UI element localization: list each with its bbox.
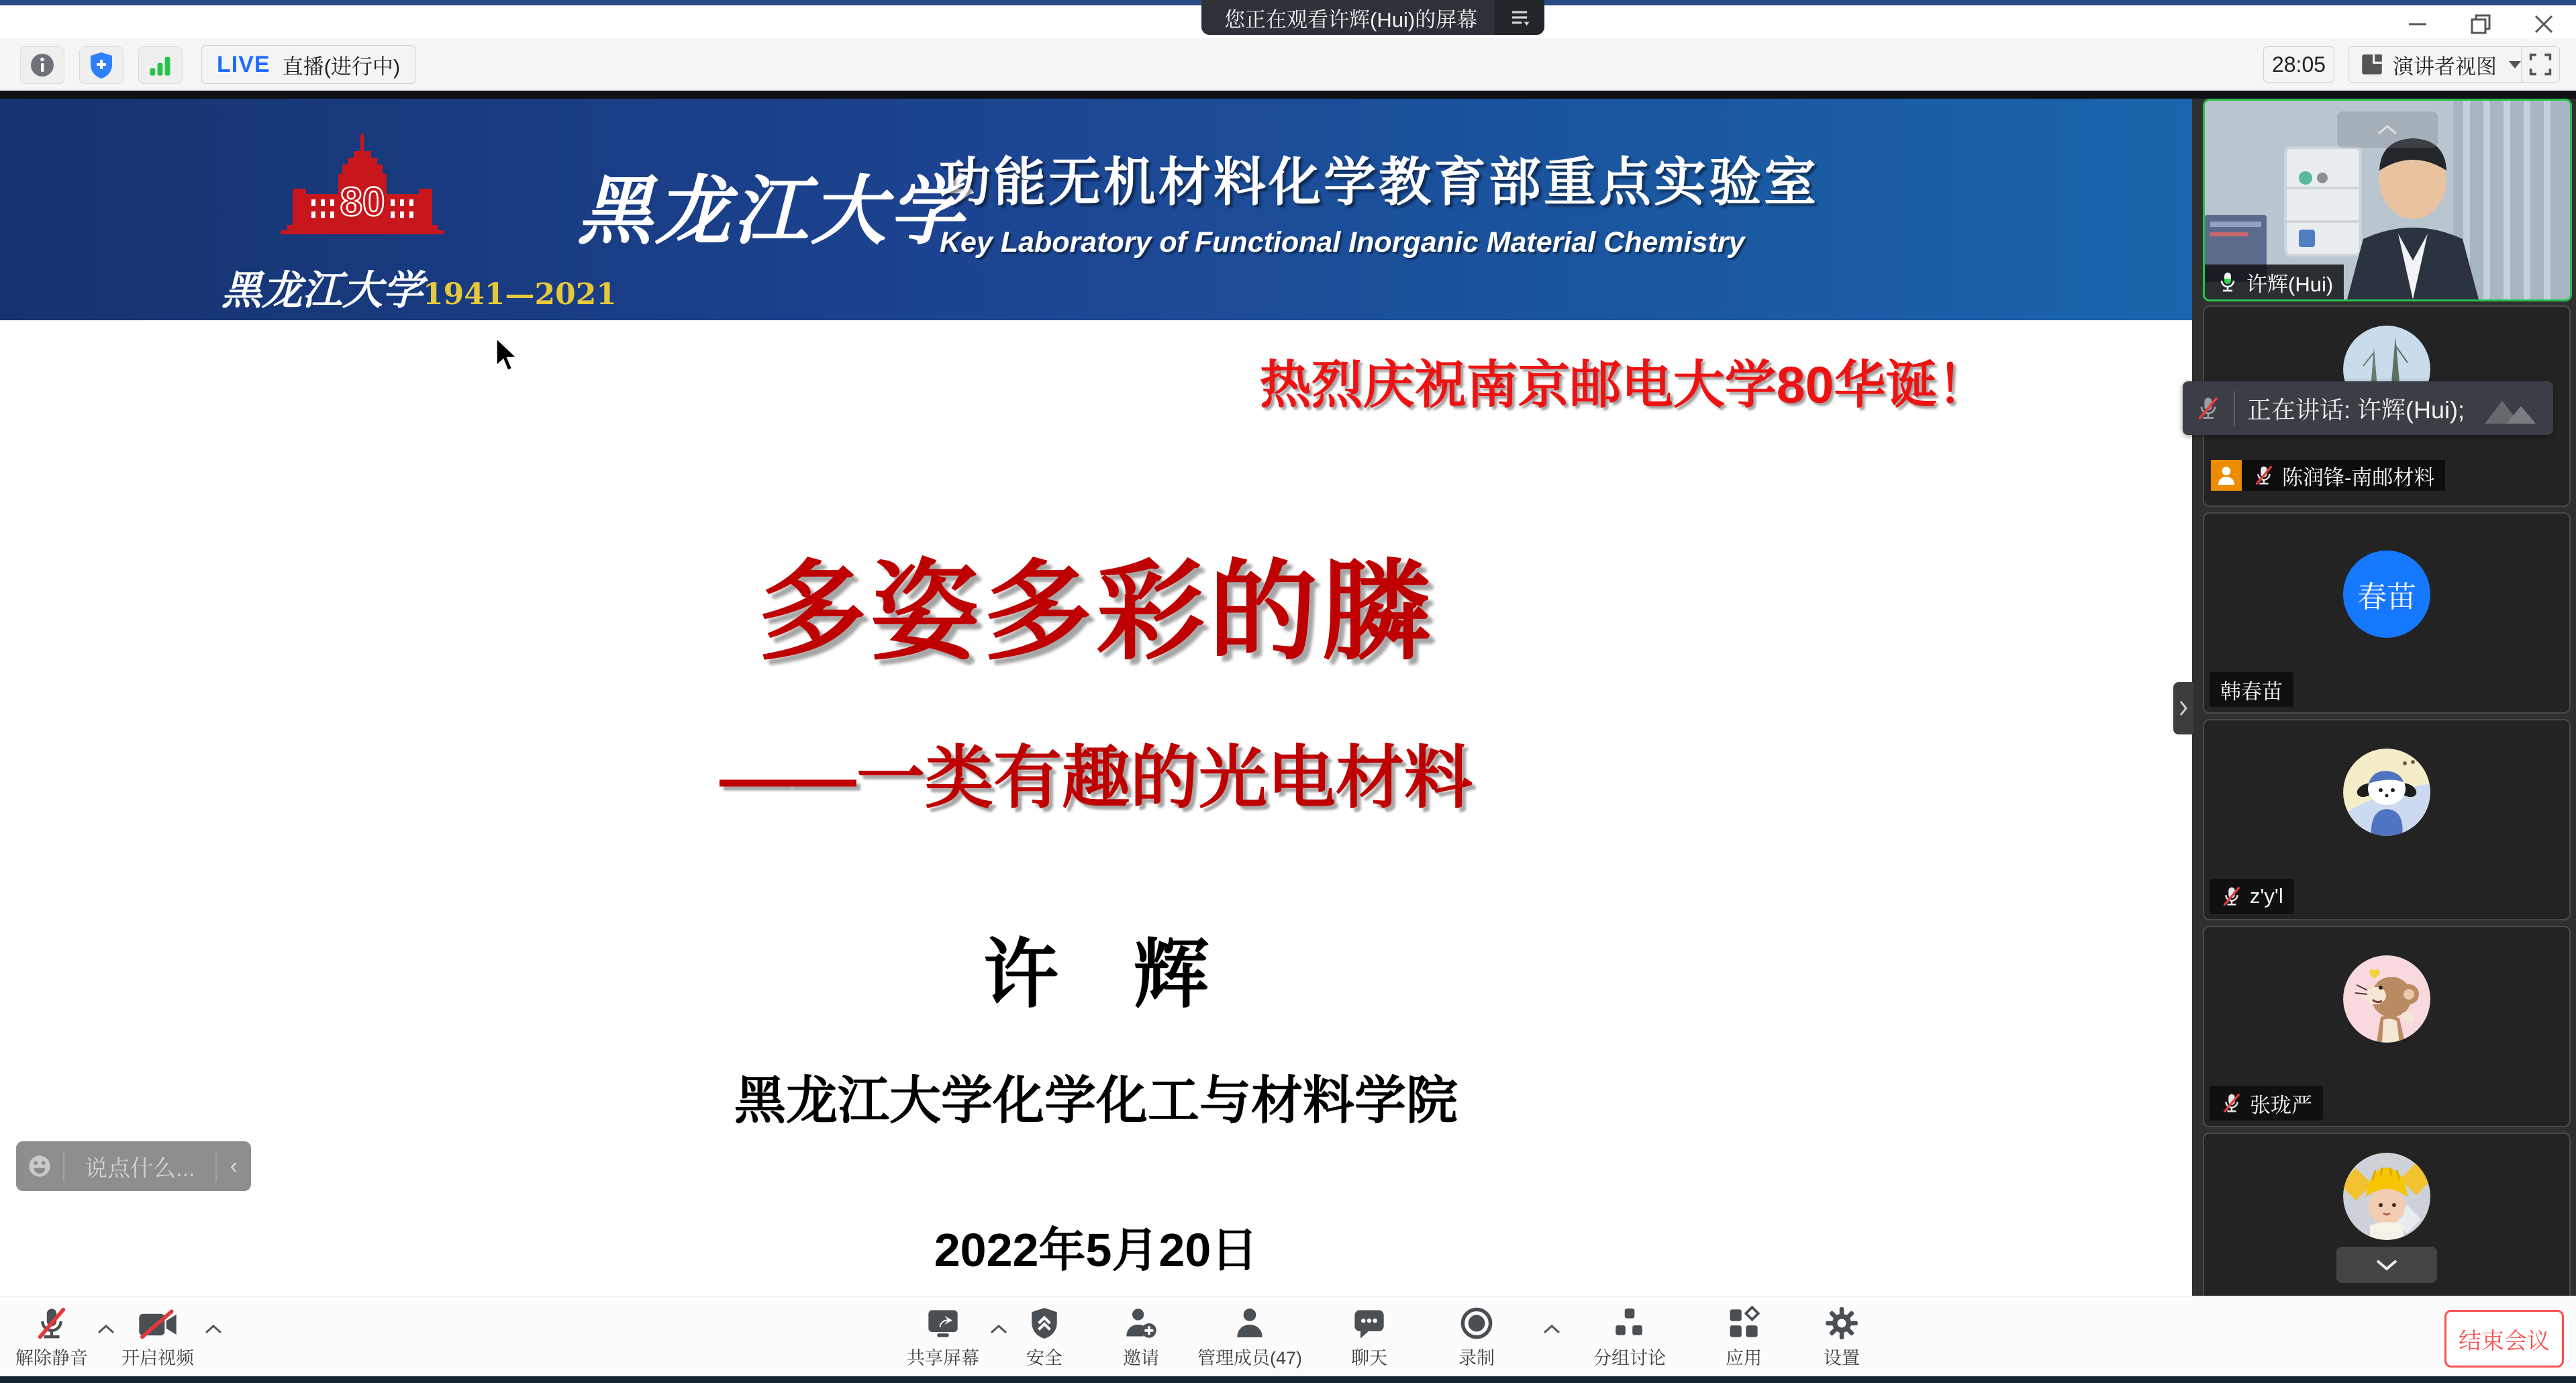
network-quality-button[interactable] bbox=[138, 46, 183, 84]
mic-active-icon bbox=[2216, 270, 2240, 294]
mic-muted-icon bbox=[2220, 1092, 2243, 1114]
camera-muted-icon bbox=[138, 1303, 178, 1341]
security-status-button[interactable] bbox=[79, 46, 123, 84]
svg-text:80: 80 bbox=[340, 179, 385, 224]
shield-icon bbox=[1028, 1303, 1061, 1341]
meeting-toolbar bbox=[0, 38, 2576, 91]
meeting-control-bar bbox=[0, 1296, 2576, 1377]
now-speaking-text: 正在讲话: 许辉(Hui); bbox=[2247, 395, 2465, 424]
share-screen-icon bbox=[925, 1303, 961, 1341]
breakout-rooms-button[interactable]: 分组讨论 bbox=[1556, 1303, 1703, 1370]
live-status-text: 直播(进行中) bbox=[282, 54, 401, 79]
share-screen-button[interactable]: 共享屏幕 bbox=[869, 1303, 1017, 1370]
mouse-cursor bbox=[489, 336, 525, 376]
fullscreen-button[interactable] bbox=[2521, 46, 2560, 83]
view-mode-button[interactable] bbox=[2348, 46, 2532, 83]
person-icon bbox=[1233, 1303, 1267, 1341]
participant-name: 陈润锋-南邮材料 bbox=[2282, 465, 2435, 489]
person-avatar-icon bbox=[2211, 460, 2242, 491]
gear-icon bbox=[1824, 1303, 1859, 1341]
close-button[interactable] bbox=[2525, 9, 2563, 39]
participant-tile-zhanglongyan[interactable] bbox=[2203, 926, 2571, 1127]
meeting-timer: 28:05 bbox=[2263, 46, 2334, 83]
logo-caption bbox=[221, 258, 617, 316]
hamburger-icon bbox=[1506, 4, 1533, 31]
lab-name-cn: 功能无机材料化学教育部重点实验室 bbox=[938, 152, 1820, 211]
chevron-right-icon bbox=[2178, 700, 2189, 717]
mic-muted-icon bbox=[2220, 885, 2243, 908]
chat-quick-input[interactable] bbox=[16, 1141, 251, 1191]
screen-bottom-edge bbox=[0, 1376, 2576, 1383]
participant-name-label bbox=[2210, 1086, 2323, 1120]
slide-title: 多姿多彩的膦 bbox=[758, 551, 1434, 673]
participant-name: 张珑严 bbox=[2250, 1093, 2312, 1117]
record-icon bbox=[1459, 1303, 1494, 1341]
chat-button[interactable]: 聊天 bbox=[1295, 1303, 1443, 1370]
congratulation-slogan: 热烈庆祝南京邮电大学80华诞！ bbox=[1259, 356, 1989, 414]
minimize-button[interactable] bbox=[2399, 9, 2436, 39]
avatar-text: 春苗 bbox=[2357, 581, 2416, 614]
participant-name-label bbox=[2210, 672, 2293, 707]
mic-muted-icon bbox=[2195, 395, 2222, 422]
end-meeting-button[interactable]: 结束会议 bbox=[2444, 1310, 2564, 1368]
window-controls bbox=[2399, 9, 2563, 39]
chat-bubble-icon bbox=[1352, 1303, 1387, 1341]
now-speaking-banner bbox=[2183, 381, 2553, 435]
chat-collapse-button[interactable]: ‹ bbox=[230, 1153, 238, 1179]
meeting-logo-watermark bbox=[2479, 389, 2541, 428]
manage-members-button[interactable]: 管理成员(47) bbox=[1176, 1303, 1324, 1370]
divider bbox=[63, 1151, 64, 1182]
caret-down-icon bbox=[2509, 61, 2521, 68]
apps-grid-icon bbox=[1726, 1303, 1761, 1341]
layout-icon bbox=[2359, 52, 2385, 77]
mic-muted-icon bbox=[2252, 464, 2275, 487]
initial-avatar bbox=[2343, 551, 2430, 638]
shield-plus-icon bbox=[87, 50, 116, 80]
baby-photo-avatar bbox=[2343, 1153, 2430, 1240]
participant-name: 许辉(Hui) bbox=[2246, 272, 2334, 296]
meeting-info-button[interactable] bbox=[20, 46, 64, 84]
divider bbox=[215, 1151, 217, 1182]
scroll-up-button[interactable] bbox=[2337, 111, 2438, 148]
slide-header-banner bbox=[0, 99, 2192, 320]
participant-tile-hanchunmiao[interactable] bbox=[2203, 512, 2571, 714]
speaker-name: 许 辉 bbox=[983, 933, 1209, 1016]
apps-button[interactable]: 应用 bbox=[1670, 1303, 1818, 1370]
security-button[interactable]: 安全 bbox=[971, 1303, 1118, 1370]
live-stream-badge[interactable] bbox=[201, 45, 415, 84]
info-icon bbox=[28, 50, 57, 80]
settings-button[interactable]: 设置 bbox=[1768, 1303, 1916, 1370]
live-label: LIVE bbox=[217, 51, 270, 77]
breakout-icon bbox=[1613, 1303, 1646, 1341]
scroll-down-button[interactable] bbox=[2336, 1247, 2437, 1283]
banner-menu-button[interactable] bbox=[1495, 0, 1544, 35]
sidebar-collapse-handle[interactable] bbox=[2173, 682, 2193, 734]
mic-muted-icon bbox=[34, 1303, 69, 1341]
chevron-up-icon bbox=[2376, 123, 2399, 136]
participant-name-label bbox=[2210, 879, 2294, 914]
logo-caption-text: 黑龙江大学 bbox=[221, 267, 423, 314]
watching-title: 您正在观看许辉(Hui)的屏幕 bbox=[1224, 7, 1478, 32]
participant-tile-baby-avatar[interactable] bbox=[2203, 1133, 2571, 1297]
fullscreen-icon bbox=[2528, 52, 2553, 77]
shared-screen-top-edge bbox=[0, 91, 2576, 99]
emoji-icon[interactable] bbox=[26, 1152, 54, 1180]
participant-tile-xuhui[interactable] bbox=[2203, 99, 2572, 301]
invite-person-icon bbox=[1124, 1303, 1158, 1341]
signal-bars-icon bbox=[147, 52, 174, 79]
video-options-chevron[interactable] bbox=[203, 1323, 224, 1339]
speaker-affiliation: 黑龙江大学化学化工与材料学院 bbox=[734, 1072, 1458, 1130]
view-mode-label: 演讲者视图 bbox=[2393, 54, 2497, 79]
start-video-button[interactable]: 开启视频 bbox=[84, 1303, 232, 1370]
participant-name: z'y'l bbox=[2250, 884, 2283, 908]
cartoon-mouse-avatar bbox=[2343, 955, 2430, 1043]
chat-input-placeholder[interactable]: 说点什么... bbox=[85, 1155, 195, 1182]
unmute-button[interactable]: 解除静音 bbox=[0, 1303, 126, 1370]
university-80th-logo bbox=[242, 132, 483, 267]
chevron-down-icon bbox=[2375, 1257, 2399, 1272]
invite-button[interactable]: 邀请 bbox=[1067, 1303, 1215, 1370]
participant-name: 韩春苗 bbox=[2220, 679, 2283, 704]
participant-tile-zyl[interactable] bbox=[2203, 719, 2571, 920]
participant-name-label bbox=[2205, 265, 2344, 299]
cartoon-dog-avatar bbox=[2343, 749, 2430, 836]
slide-date: 2022年5月20日 bbox=[934, 1224, 1258, 1276]
university-calligraphy: 黑龙江大学 bbox=[577, 167, 967, 255]
divider bbox=[2234, 391, 2235, 426]
lab-name-en: Key Laboratory of Functional Inorganic Material Chemistry bbox=[940, 226, 1745, 258]
record-button[interactable]: 录制 bbox=[1403, 1303, 1550, 1370]
anniversary-years: 1941—2021 bbox=[423, 277, 617, 312]
slide-subtitle: ——一类有趣的光电材料 bbox=[720, 740, 1473, 816]
restore-button[interactable] bbox=[2462, 9, 2499, 39]
screen-watch-banner bbox=[1201, 0, 1544, 35]
participant-name-row bbox=[2211, 460, 2445, 491]
